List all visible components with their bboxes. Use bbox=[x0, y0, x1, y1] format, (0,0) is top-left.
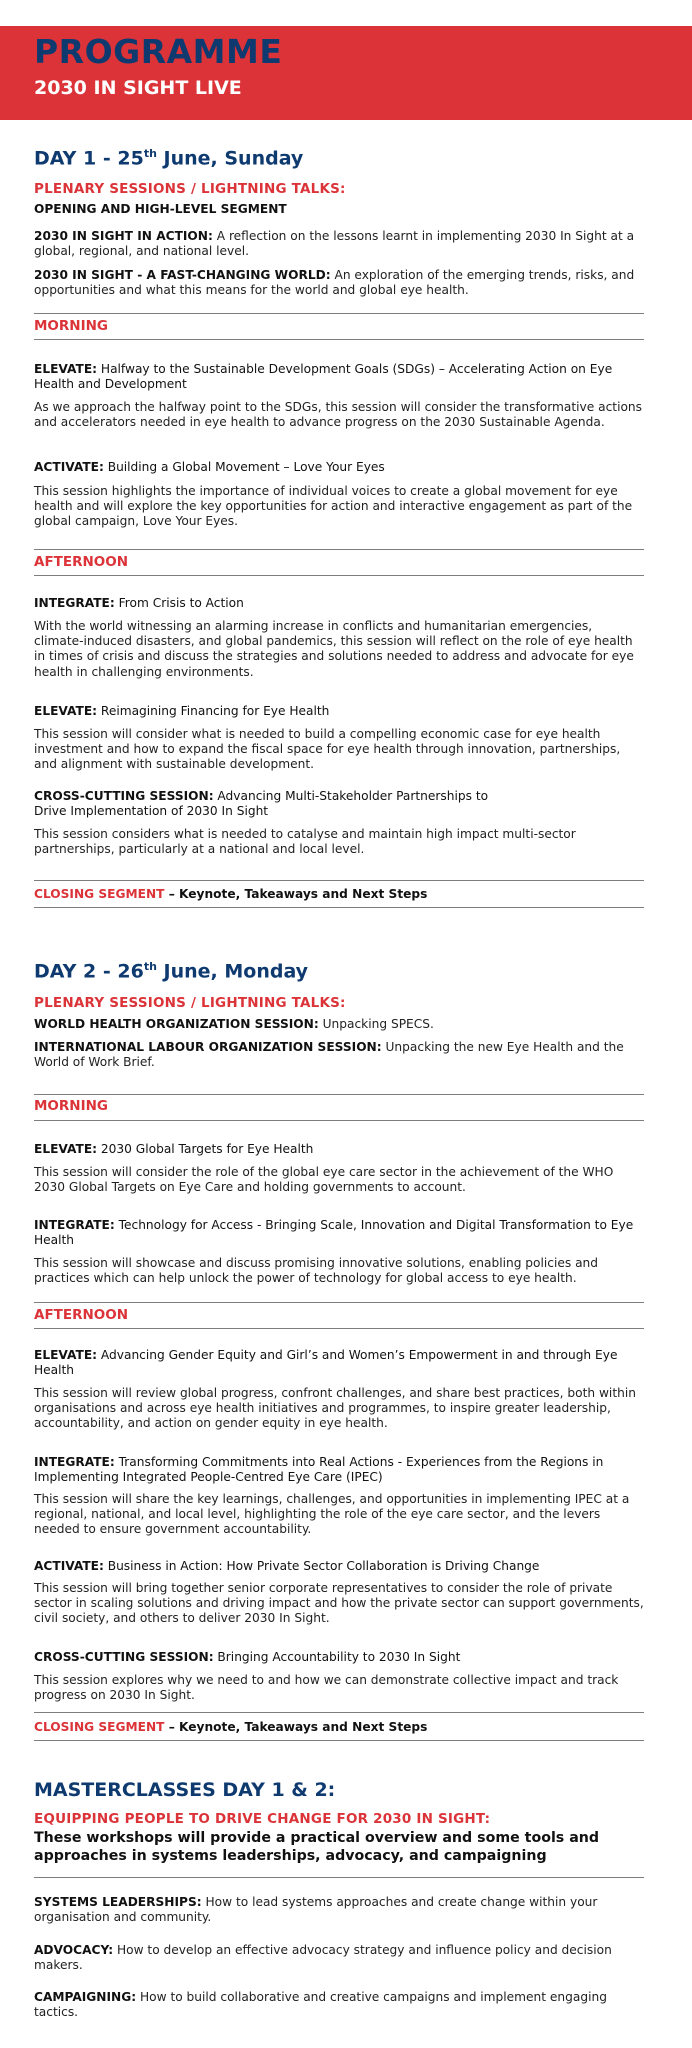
session-title: CROSS-CUTTING SESSION: Advancing Multi-Stakeholder Partnerships to Drive Implementation of 2030 In Sight bbox=[34, 789, 489, 819]
day1-plenary-heading: PLENARY SESSIONS / LIGHTNING TALKS: bbox=[34, 181, 346, 197]
masterclass-item: SYSTEMS LEADERSHIPS: How to lead systems approaches and create change within your organisation and community. bbox=[34, 1895, 598, 1925]
session-desc: This session will bring together senior corporate representatives to consider the role of private sector in scaling solutions and driving impact and how the private sector can support governments, civil society, and others to deliver 2030 In Sight. bbox=[34, 1581, 644, 1626]
day2-afternoon-heading: AFTERNOON bbox=[34, 1307, 129, 1323]
divider bbox=[34, 1877, 644, 1878]
divider bbox=[34, 907, 644, 908]
session-title: ELEVATE: Advancing Gender Equity and Girl’s and Women’s Empowerment in and through Eye Health bbox=[34, 1348, 618, 1378]
day2-item: WORLD HEALTH ORGANIZATION SESSION: Unpacking SPECS. bbox=[34, 1017, 434, 1031]
page-title: PROGRAMME bbox=[34, 32, 283, 71]
session-desc: This session will review global progress, confront challenges, and share best practices, both within organisations and across eye health initiatives and programmes, to inspire greater leadership, accountability, and action on gender equity in eye health. bbox=[34, 1386, 636, 1431]
divider bbox=[34, 1712, 644, 1713]
divider bbox=[34, 313, 644, 314]
divider bbox=[34, 1302, 644, 1303]
session-desc: This session will consider the role of the global eye care sector in the achievement of the WHO 2030 Global Targets on Eye Care and holding governments to account. bbox=[34, 1165, 614, 1195]
day1-afternoon-heading: AFTERNOON bbox=[34, 554, 129, 570]
day1-morning-heading: MORNING bbox=[34, 318, 109, 334]
day1-item: 2030 IN SIGHT - A FAST-CHANGING WORLD: An exploration of the emerging trends, risks, and opportunities and what this means for the world and global eye health. bbox=[34, 268, 635, 298]
session-desc: This session will share the key learnings, challenges, and opportunities in implementing IPEC at a regional, national, and local level, highlighting the role of the eye care sector, and the levers needed to ensure government accountability. bbox=[34, 1492, 630, 1537]
page-subtitle: 2030 IN SIGHT LIVE bbox=[34, 77, 242, 99]
divider bbox=[34, 880, 644, 881]
divider bbox=[34, 1328, 644, 1329]
header-banner bbox=[0, 26, 692, 120]
masterclasses-intro: These workshops will provide a practical overview and some tools and approaches in systems leaderships, advocacy, and campaigning bbox=[34, 1830, 600, 1864]
day2-heading: DAY 2 - 26th June, Monday bbox=[34, 960, 309, 983]
day1-closing-segment: CLOSING SEGMENT – Keynote, Takeaways and Next Steps bbox=[34, 887, 428, 901]
session-title: ELEVATE: Reimagining Financing for Eye Health bbox=[34, 704, 330, 718]
day1-heading: DAY 1 - 25th June, Sunday bbox=[34, 147, 304, 170]
session-desc: This session will consider what is needed to build a compelling economic case for eye health investment and how to expand the fiscal space for eye health through innovation, partnerships, and alignment with sustainable development. bbox=[34, 727, 621, 772]
session-title: ELEVATE: 2030 Global Targets for Eye Health bbox=[34, 1142, 314, 1156]
day2-closing-segment: CLOSING SEGMENT – Keynote, Takeaways and Next Steps bbox=[34, 1720, 428, 1734]
masterclasses-subheading: EQUIPPING PEOPLE TO DRIVE CHANGE FOR 2030 IN SIGHT: bbox=[34, 1811, 491, 1827]
divider bbox=[34, 1094, 644, 1095]
session-title: INTEGRATE: From Crisis to Action bbox=[34, 596, 244, 610]
session-desc: This session will showcase and discuss promising innovative solutions, enabling policies and practices which can help unlock the power of technology for global access to eye health. bbox=[34, 1256, 599, 1286]
session-desc: This session considers what is needed to catalyse and maintain high impact multi-sector partnerships, particularly at a national and local level. bbox=[34, 827, 576, 857]
divider bbox=[34, 575, 644, 576]
session-title: INTEGRATE: Transforming Commitments into Real Actions - Experiences from the Regions in Implementing Integrated People-Centred Eye Care (IPEC) bbox=[34, 1455, 604, 1485]
session-desc: This session explores why we need to and how we can demonstrate collective impact and track progress on 2030 In Sight. bbox=[34, 1673, 619, 1703]
divider bbox=[34, 339, 644, 340]
divider bbox=[34, 549, 644, 550]
divider bbox=[34, 1120, 644, 1121]
day1-opening-heading: OPENING AND HIGH-LEVEL SEGMENT bbox=[34, 202, 287, 216]
masterclasses-heading: MASTERCLASSES DAY 1 & 2: bbox=[34, 1779, 336, 1801]
day2-plenary-heading: PLENARY SESSIONS / LIGHTNING TALKS: bbox=[34, 995, 346, 1011]
masterclass-item: ADVOCACY: How to develop an effective advocacy strategy and influence policy and decision makers. bbox=[34, 1943, 612, 1973]
session-title: ACTIVATE: Business in Action: How Private Sector Collaboration is Driving Change bbox=[34, 1559, 540, 1573]
session-title: ACTIVATE: Building a Global Movement – Love Your Eyes bbox=[34, 460, 385, 474]
session-title: CROSS-CUTTING SESSION: Bringing Accountability to 2030 In Sight bbox=[34, 1650, 461, 1664]
session-desc: This session highlights the importance of individual voices to create a global movement for eye health and will explore the key opportunities for action and interactive engagement as part of the global campaign, Love Your Eyes. bbox=[34, 484, 633, 529]
session-desc: With the world witnessing an alarming increase in conflicts and humanitarian emergencies, climate-induced disasters, and global pandemics, this session will reflect on the role of eye health in times of crisis and discuss the strategies and solutions needed to address and advocate for eye health in challenging environments. bbox=[34, 619, 634, 679]
masterclass-item: CAMPAIGNING: How to build collaborative and creative campaigns and implement engaging tactics. bbox=[34, 1990, 607, 2020]
session-desc: As we approach the halfway point to the SDGs, this session will consider the transformative actions and accelerators needed in eye health to advance progress on the 2030 Sustainable Agenda. bbox=[34, 400, 643, 430]
day2-morning-heading: MORNING bbox=[34, 1098, 109, 1114]
session-title: ELEVATE: Halfway to the Sustainable Development Goals (SDGs) – Accelerating Action on Eye Health and Development bbox=[34, 362, 613, 392]
divider bbox=[34, 1740, 644, 1741]
day2-item: INTERNATIONAL LABOUR ORGANIZATION SESSION: Unpacking the new Eye Health and the World of Work Brief. bbox=[34, 1040, 624, 1070]
session-title: INTEGRATE: Technology for Access - Bringing Scale, Innovation and Digital Transformation to Eye Health bbox=[34, 1218, 634, 1248]
day1-item: 2030 IN SIGHT IN ACTION: A reflection on the lessons learnt in implementing 2030 In Sight at a global, regional, and national level. bbox=[34, 229, 635, 259]
